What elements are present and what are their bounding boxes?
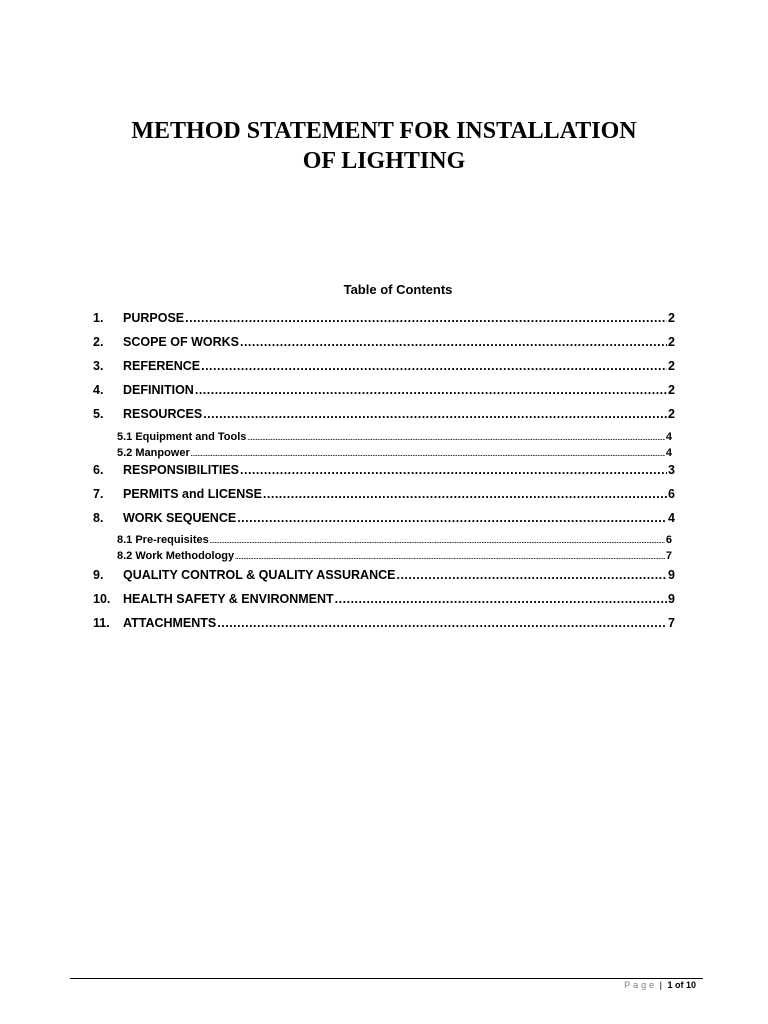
toc-entry-label: DEFINITION [123,383,194,397]
toc-entry-number: 5. [93,407,104,421]
toc-entry-page: 9 [668,568,675,582]
toc-entry-label: REFERENCE [123,359,201,373]
toc-dot-leader [210,539,665,545]
toc-dot-leader [263,487,667,501]
toc-entry-reference[interactable] [93,359,675,377]
document-title-line-1: METHOD STATEMENT FOR INSTALLATION [131,118,637,144]
toc-subentry-equipment-and-tools[interactable] [117,431,672,447]
toc-entry-page: 4 [668,511,675,525]
toc-subentry-manpower[interactable] [117,447,672,463]
toc-entry-label: WORK SEQUENCE [123,511,237,525]
toc-entry-label: RESPONSIBILITIES [123,463,239,477]
toc-entry-label: ATTACHMENTS [123,616,217,630]
toc-entry-responsibilities[interactable] [93,463,675,481]
toc-entry-number: 3. [93,359,104,373]
toc-entry-label: 8.1 Pre-requisites [117,534,209,546]
toc-dot-leader [185,311,667,325]
toc-entry-number: 8. [93,511,104,525]
toc-entry-label: 5.1 Equipment and Tools [117,431,247,443]
toc-dot-leader [240,463,667,477]
toc-dot-leader [201,359,667,373]
toc-entry-label: 8.2 Work Methodology [117,550,235,562]
toc-entry-scope-of-works[interactable] [93,335,675,353]
toc-subentry-pre-requisites[interactable] [117,534,672,550]
document-title [0,116,768,176]
toc-dot-leader [235,555,665,561]
toc-heading: Table of Contents [343,282,453,297]
toc-dot-leader [396,568,667,582]
toc-dot-leader [195,383,667,397]
footer-page-word: Page [624,980,658,990]
toc-entry-permits-and-license[interactable] [93,487,675,505]
toc-entry-quality-control[interactable] [93,568,675,586]
toc-entry-number: 11. [93,616,110,630]
toc-entry-number: 1. [93,311,104,325]
footer-divider [70,978,703,979]
toc-entry-label: QUALITY CONTROL & QUALITY ASSURANCE [123,568,396,582]
toc-entry-label: HEALTH SAFETY & ENVIRONMENT [123,592,334,606]
toc-entry-number: 7. [93,487,104,501]
toc-entry-page: 2 [668,335,675,349]
footer-separator: | [659,980,662,990]
toc-entry-page: 7 [668,616,675,630]
toc-entry-number: 2. [93,335,104,349]
toc-dot-leader [217,616,667,630]
toc-entry-page: 6 [668,487,675,501]
toc-entry-page: 2 [668,407,675,421]
toc-entry-label: RESOURCES [123,407,203,421]
toc-entry-label: PERMITS and LICENSE [123,487,262,501]
document-title-line-2: OF LIGHTING [302,148,466,174]
toc-entry-number: 6. [93,463,104,477]
toc-entry-work-sequence[interactable] [93,511,675,529]
toc-entry-number: 9. [93,568,104,582]
toc-dot-leader [240,335,667,349]
toc-entry-page: 3 [668,463,675,477]
toc-dot-leader [335,592,667,606]
toc-entry-page: 9 [668,592,675,606]
toc-entry-label: PURPOSE [123,311,185,325]
toc-entry-number: 10. [93,592,111,606]
toc-subentry-work-methodology[interactable] [117,550,672,566]
toc-dot-leader [203,407,667,421]
toc-entry-health-safety-environment[interactable] [93,592,675,610]
toc-entry-purpose[interactable] [93,311,675,329]
toc-dot-leader [247,436,665,442]
toc-entry-label: 5.2 Manpower [117,447,190,459]
toc-entry-page: 4 [665,447,672,459]
toc-entry-page: 6 [665,534,672,546]
toc-entry-page: 4 [665,431,672,443]
toc-entry-definition[interactable] [93,383,675,401]
toc-entry-page: 7 [665,550,672,562]
page-number: 1 of 10 [667,980,696,990]
toc-entry-number: 4. [93,383,104,397]
toc-dot-leader [237,511,667,525]
toc-entry-resources[interactable] [93,407,675,425]
page-footer [0,980,696,990]
toc-entry-page: 2 [668,383,675,397]
toc-entry-page: 2 [668,311,675,325]
toc-entry-page: 2 [668,359,675,373]
toc-entry-label: SCOPE OF WORKS [123,335,239,349]
toc-dot-leader [191,452,665,458]
toc-entry-attachments[interactable] [93,616,675,634]
